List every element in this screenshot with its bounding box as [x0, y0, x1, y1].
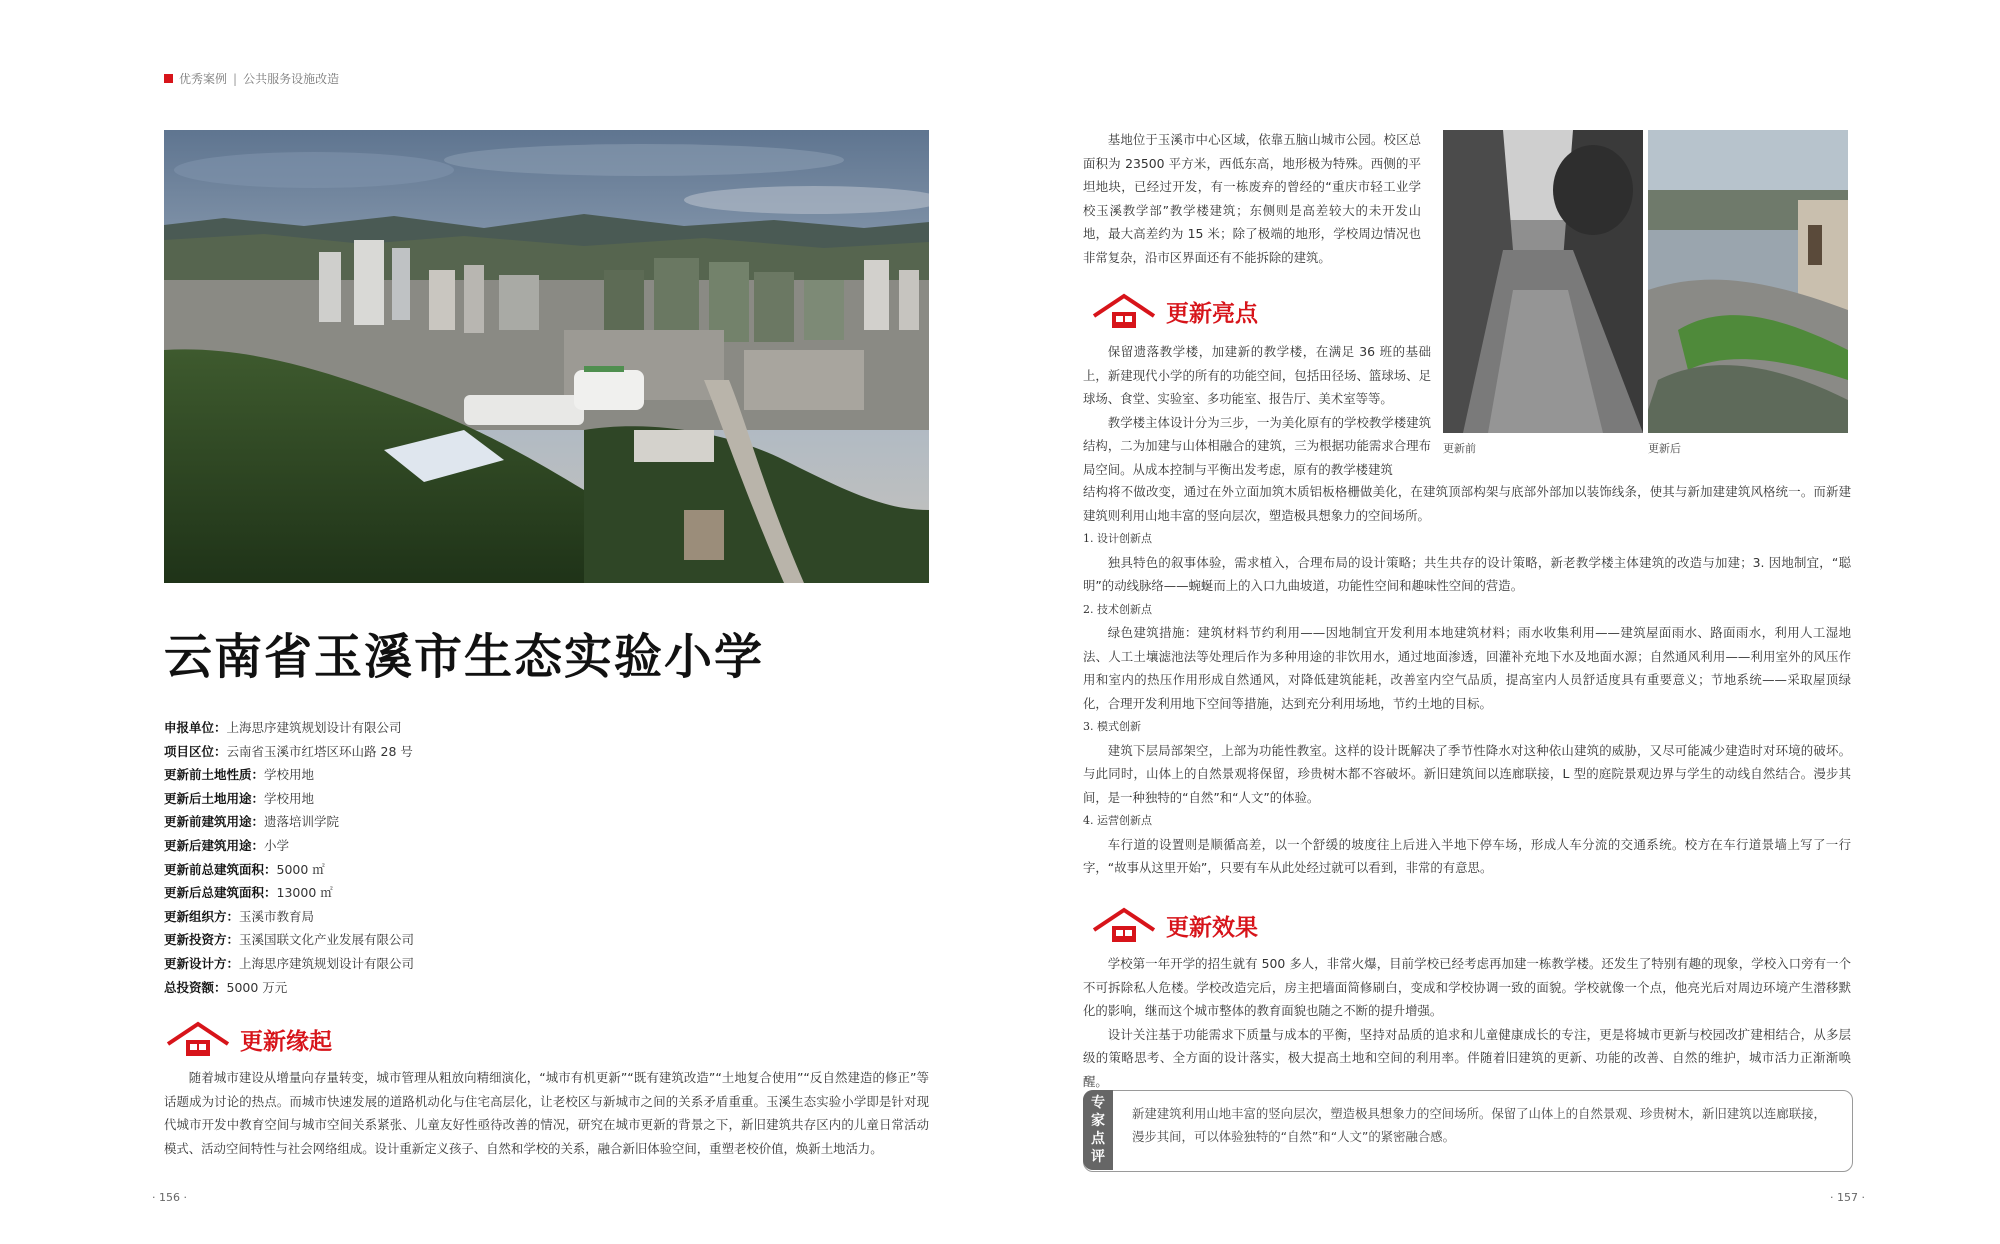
operation-innovation-text: 车行道的设置则是顺循高差，以一个舒缓的坡度往上后进入半地下停车场，形成人车分流的交通系统。校方在车行道景墙上写了一行字，“故事从这里开始”，只要有车从此处经过就可以看到，非常的有意思。 — [1083, 836, 1851, 875]
highlights-p1: 保留遗落教学楼，加建新的教学楼，在满足 36 班的基础上，新建现代小学的所有的功能空间，包括田径场、篮球场、足球场、食堂、实验室、多功能室、报告厅、美术室等等。 — [1083, 344, 1431, 406]
expert-review-text: 新建建筑利用山地丰富的竖向层次，塑造极具想象力的空间场所。保留了山体上的自然景观、珍贵树木，新旧建筑以连廊联接，漫步其间，可以体验独特的“自然”和“人文”的紧密融合感。 — [1132, 1106, 1826, 1144]
info-row — [164, 881, 414, 905]
subheading: 2. 技术创新点 — [1083, 602, 1152, 616]
info-row — [164, 952, 414, 976]
aerial-photo — [164, 130, 929, 583]
header-subsection: 公共服务设施改造 — [243, 72, 340, 86]
info-row — [164, 740, 414, 764]
info-key: 更新后建筑用途： — [164, 837, 265, 853]
design-innovation-text: 独具特色的叙事体验，需求植入，合理布局的设计策略；共生共存的设计策略，新老教学楼主体建筑的改造与加建；3. 因地制宜，“聪明”的动线脉络——蜿蜒而上的入口九曲坡道，功能性空间和趣味性空间的营造。 — [1083, 554, 1851, 593]
info-row — [164, 787, 414, 811]
info-value: 13000 ㎡ — [276, 885, 333, 901]
highlights-narrow — [1083, 340, 1431, 481]
tech-innovation-text: 绿色建筑措施：建筑材料节约利用——因地制宜开发利用本地建筑材料；雨水收集利用——建筑屋面雨水、路面雨水，利用人工湿地法、人工土壤滤池法等处理后作为多种用途的非饮用水，通过地面渗透，回灌补充地下水及地面水源；自然通风利用——利用室外的风压作用和室内的热压作用形成自然通风，对降低建筑能耗，改善室内空气品质，提高室内人员舒适度具有重要意义；节地系统——采取屋顶绿化，合理开发利用地下空间等措施，达到充分利用场地，节约土地的目标。 — [1083, 625, 1851, 711]
page-number-left: · 156 · — [152, 1191, 187, 1204]
info-key: 更新前建筑用途： — [164, 814, 265, 830]
info-row — [164, 810, 414, 834]
highlights-p2-end: 结构将不做改变，通过在外立面加筑木质铝板格栅做美化，在建筑顶部构架与底部外部加以装饰线条，使其与新加建建筑风格统一。而新建建筑则利用山地丰富的竖向层次，塑造极具想象力的空间场所。 — [1083, 484, 1851, 523]
info-value: 小学 — [264, 837, 290, 853]
info-key: 更新前总建筑面积： — [164, 861, 277, 877]
info-key: 更新设计方： — [164, 955, 240, 971]
section-heading-effect — [1090, 906, 1258, 944]
info-row — [164, 763, 414, 787]
info-row — [164, 858, 414, 882]
info-value: 遗落培训学院 — [264, 814, 340, 830]
header-section: 优秀案例 — [179, 72, 228, 86]
photo-after — [1648, 130, 1848, 433]
effect-p1: 学校第一年开学的招生就有 500 多人，非常火爆，目前学校已经考虑再加建一栋教学楼。还发生了特别有趣的现象，学校入口旁有一个不可拆除私人危楼。学校改造完后，房主把墙面简修刷白，变成和学校协调一致的面貌。学校就像一个点，他亮光后对周边环境产生潜移默化的影响，继而这个城市整体的教育面貌也随之不断的提升增强。 — [1083, 956, 1851, 1018]
info-key: 项目区位： — [164, 743, 227, 759]
info-key: 总投资额： — [164, 979, 227, 995]
info-row — [164, 716, 414, 740]
intro-text: 基地位于玉溪市中心区域，依靠五脑山城市公园。校区总面积为 23500 平方米，西低东高，地形极为特殊。西侧的平坦地块，已经过开发，有一栋废弃的曾经的“重庆市轻工业学校玉溪教学部”教学楼建筑；东侧则是高差较大的未开发山地，最大高差约为 15 米；除了极端的地形，学校周边情况也非常复杂，沿市区界面还有不能拆除的建筑。 — [1083, 132, 1421, 265]
info-key: 更新组织方： — [164, 908, 240, 924]
article-title: 云南省玉溪市生态实验小学 — [164, 629, 765, 685]
expert-tab-char: 点 — [1091, 1131, 1105, 1147]
info-value: 玉溪市教育局 — [239, 908, 315, 924]
info-key: 更新后总建筑面积： — [164, 885, 277, 901]
effect-p2: 设计关注基于功能需求下质量与成本的平衡，坚持对品质的追求和儿童健康成长的专注，更是将城市更新与校园改扩建相结合，从多层级的策略思考、全方面的设计落实，极大提高土地和空间的利用率。伴随着旧建筑的更新、功能的改善、自然的维护，城市活力正渐渐唤醒。 — [1083, 1026, 1851, 1089]
house-icon — [164, 1020, 232, 1058]
info-key: 更新投资方： — [164, 932, 240, 948]
section-title: 更新亮点 — [1166, 299, 1258, 327]
section-heading-highlights — [1090, 292, 1258, 330]
header-divider: | — [233, 71, 238, 86]
info-value: 学校用地 — [264, 790, 315, 806]
info-key: 更新后土地用途： — [164, 790, 265, 806]
photo-before — [1443, 130, 1643, 433]
effect-paragraphs — [1083, 952, 1851, 1093]
info-value: 玉溪国联文化产业发展有限公司 — [239, 932, 415, 948]
highlights-p2-start: 教学楼主体设计分为三步，一为美化原有的学校教学楼建筑结构，二为加建与山体相融合的建筑，三为根据功能需求合理布局空间。从成本控制与平衡出发考虑，原有的教学楼建筑 — [1083, 414, 1431, 477]
project-info — [164, 716, 414, 999]
expert-tab-char: 评 — [1091, 1149, 1105, 1165]
info-row — [164, 928, 414, 952]
info-value: 5000 ㎡ — [276, 861, 325, 877]
subheading: 3. 模式创新 — [1083, 720, 1141, 733]
highlights-wide — [1083, 480, 1851, 880]
subheading: 1. 设计创新点 — [1083, 532, 1152, 545]
subheading: 4. 运营创新点 — [1083, 814, 1152, 827]
info-key: 申报单位： — [164, 720, 227, 735]
section-heading-origin — [164, 1020, 332, 1058]
house-icon — [1090, 292, 1158, 330]
intro-paragraph — [1083, 128, 1421, 269]
info-row — [164, 976, 414, 1000]
info-value: 上海思序建筑规划设计有限公司 — [239, 955, 415, 971]
info-value: 5000 万元 — [226, 979, 288, 995]
origin-text: 随着城市建设从增量向存量转变，城市管理从粗放向精细演化，“城市有机更新”“既有建筑改造”“土地复合使用”“反自然建造的修正”等话题成为讨论的热点。而城市快速发展的道路机动化与住宅高层化，让老校区与新城市之间的关系矛盾重重。玉溪生态实验小学即是针对现代城市开发中教育空间与城市空间关系紧张、儿童友好性亟待改善的情况，研究在城市更新的背景之下，新旧建筑共存区内的儿童日常活动模式、活动空间特性与社会网络组成。设计重新定义孩子、自然和学校的关系，融合新旧体验空间，重塑老校价值，焕新土地活力。 — [164, 1070, 929, 1156]
expert-review-tab — [1083, 1090, 1113, 1170]
info-row — [164, 905, 414, 929]
running-header — [164, 70, 339, 87]
info-row — [164, 834, 414, 858]
expert-tab-char: 专 — [1091, 1095, 1105, 1111]
info-value: 上海思序建筑规划设计有限公司 — [226, 720, 402, 735]
info-value: 云南省玉溪市红塔区环山路 28 号 — [226, 743, 413, 759]
caption-before: 更新前 — [1443, 442, 1476, 455]
header-marker — [164, 74, 173, 83]
caption-after: 更新后 — [1648, 442, 1681, 455]
expert-tab-char: 家 — [1091, 1113, 1105, 1129]
info-key: 更新前土地性质： — [164, 767, 265, 783]
origin-paragraph — [164, 1066, 929, 1160]
page-number-right: · 157 · — [1830, 1191, 1865, 1204]
section-title: 更新缘起 — [240, 1027, 332, 1055]
model-innovation-text: 建筑下层局部架空，上部为功能性教室。这样的设计既解决了季节性降水对这种依山建筑的威胁，又尽可能减少建造时对环境的破坏。与此同时，山体上的自然景观将保留，珍贵树木都不容破坏。新旧建筑间以连廊联接，L 型的庭院景观边界与学生的动线自然结合。漫步其间，是一种独特的“自然”和“人文”的体验。 — [1083, 742, 1851, 805]
section-title: 更新效果 — [1166, 913, 1258, 941]
house-icon — [1090, 906, 1158, 944]
info-value: 学校用地 — [264, 767, 315, 783]
